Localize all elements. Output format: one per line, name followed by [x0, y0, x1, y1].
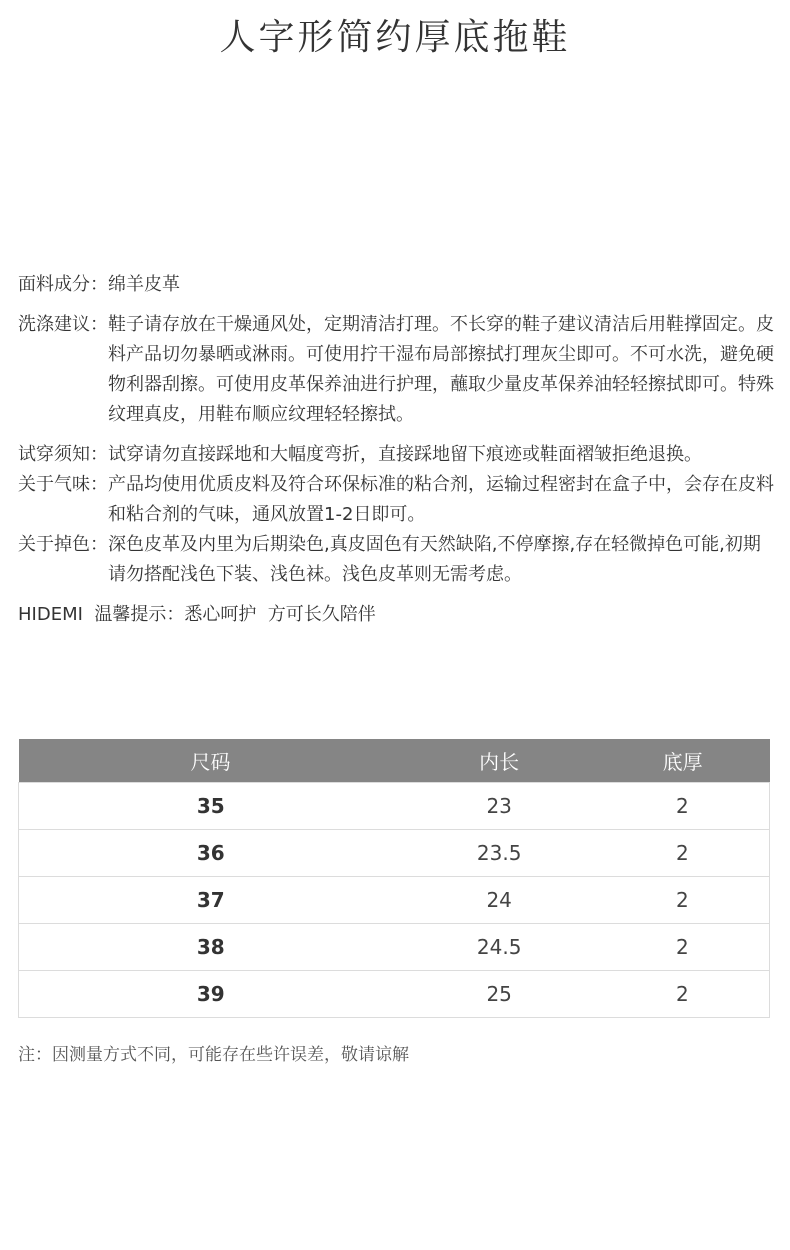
cell-size: 36 — [19, 830, 403, 877]
page-title: 人字形简约厚底拖鞋 — [219, 17, 571, 58]
measurement-note: 注：因测量方式不同，可能存在些许误差，敬请谅解 — [18, 1045, 409, 1065]
spec-label: 试穿须知： — [18, 444, 108, 465]
table-row — [19, 971, 770, 1018]
cell-size: 39 — [19, 971, 403, 1018]
spec-fade — [18, 530, 776, 590]
cell-inner-length: 23 — [403, 783, 596, 830]
cell-sole-thickness: 2 — [596, 971, 770, 1018]
cell-size: 35 — [19, 783, 403, 830]
spec-tryon — [18, 440, 776, 470]
cell-size: 37 — [19, 877, 403, 924]
care-tip: HIDEMI 温馨提示：悉心呵护 方可长久陪伴 — [18, 604, 376, 625]
cell-size: 38 — [19, 924, 403, 971]
table-row — [19, 783, 770, 830]
header-size: 尺码 — [19, 739, 403, 783]
spec-material — [18, 270, 776, 300]
size-table-header — [19, 739, 770, 783]
size-table — [18, 739, 770, 1018]
spec-value: 试穿请勿直接踩地和大幅度弯折，直接踩地留下痕迹或鞋面褶皱拒绝退换。 — [108, 444, 702, 465]
cell-inner-length: 25 — [403, 971, 596, 1018]
spec-value: 产品均使用优质皮料及符合环保标准的粘合剂，运输过程密封在盒子中，会存在皮料和粘合剂的气味，通风放置1-2日即可。 — [108, 474, 774, 525]
cell-inner-length: 24.5 — [403, 924, 596, 971]
header-sole-thickness: 底厚 — [596, 739, 770, 783]
cell-sole-thickness: 2 — [596, 924, 770, 971]
spec-value: 绵羊皮革 — [108, 274, 180, 295]
spec-label: 面料成分： — [18, 274, 108, 295]
spec-value: 深色皮革及内里为后期染色,真皮固色有天然缺陷,不停摩擦,存在轻微掉色可能,初期请勿搭配浅色下装、浅色袜。浅色皮革则无需考虑。 — [108, 534, 761, 585]
product-specs — [18, 270, 776, 630]
header-inner-length: 内长 — [403, 739, 596, 783]
cell-sole-thickness: 2 — [596, 830, 770, 877]
spec-value: 鞋子请存放在干燥通风处，定期清洁打理。不长穿的鞋子建议清洁后用鞋撑固定。皮料产品切勿暴晒或淋雨。可使用拧干湿布局部擦拭打理灰尘即可。不可水洗，避免硬物利器刮擦。可使用皮革保养油进行护理，蘸取少量皮革保养油轻轻擦拭即可。特殊纹理真皮，用鞋布顺应纹理轻轻擦拭。 — [108, 314, 774, 425]
spec-label: 关于气味： — [18, 474, 108, 495]
cell-inner-length: 23.5 — [403, 830, 596, 877]
cell-inner-length: 24 — [403, 877, 596, 924]
cell-sole-thickness: 2 — [596, 877, 770, 924]
spec-label: 关于掉色： — [18, 534, 108, 555]
table-row — [19, 830, 770, 877]
table-row — [19, 877, 770, 924]
spec-label: 洗涤建议： — [18, 314, 108, 335]
table-row — [19, 924, 770, 971]
cell-sole-thickness: 2 — [596, 783, 770, 830]
spec-wash — [18, 310, 776, 430]
spec-smell — [18, 470, 776, 530]
